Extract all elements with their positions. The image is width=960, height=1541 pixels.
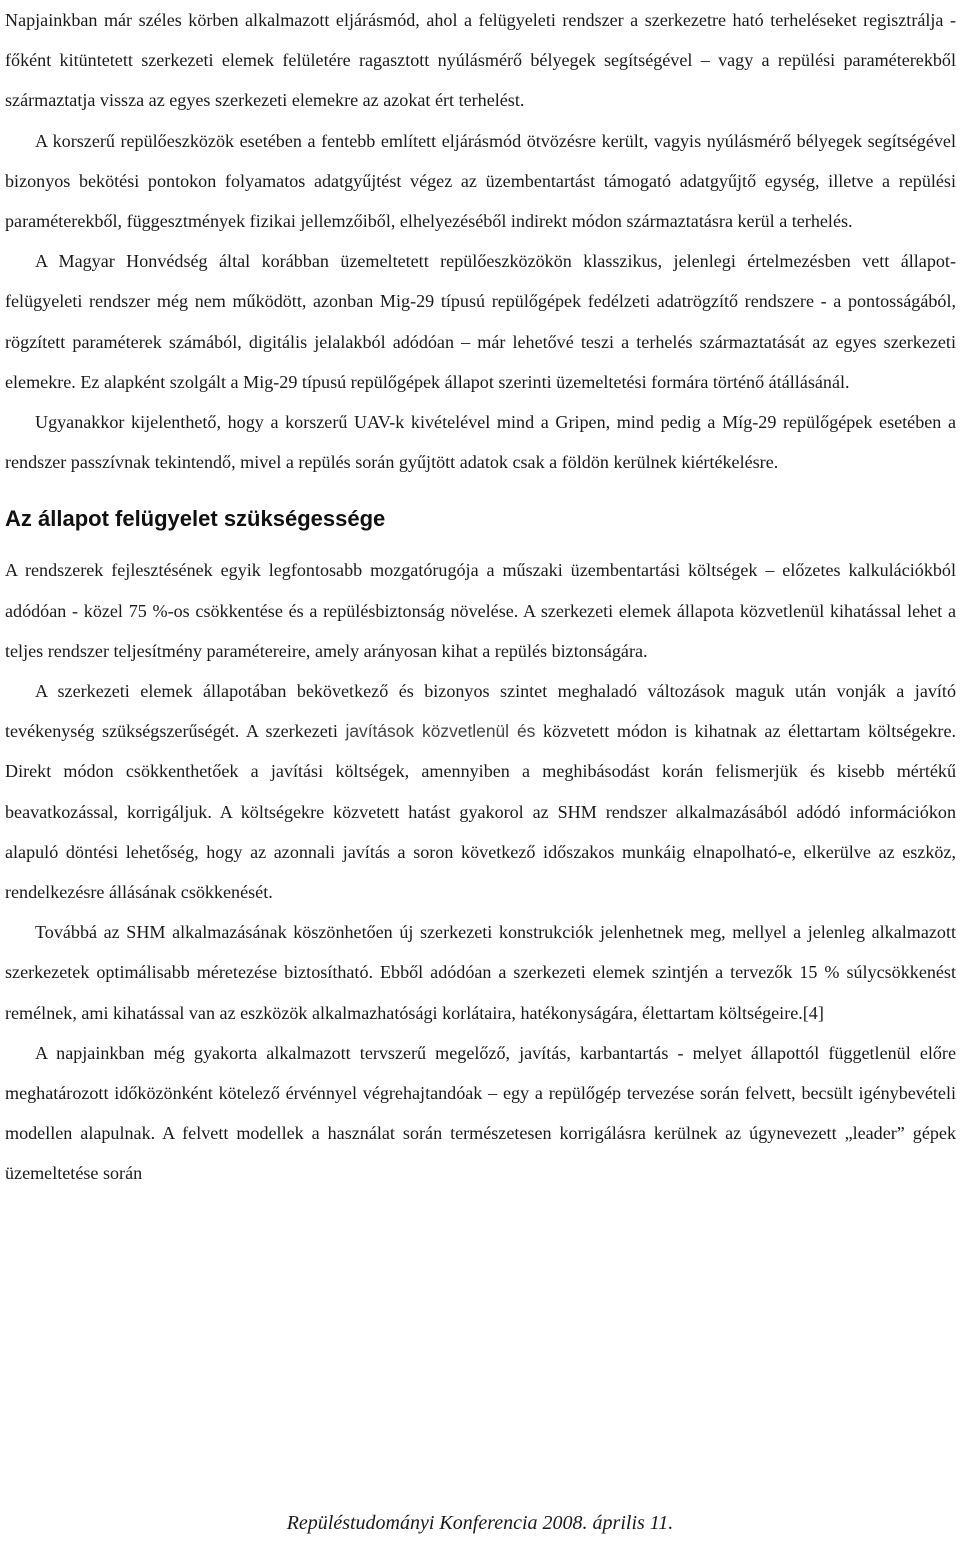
section-heading: Az állapot felügyelet szükségessége xyxy=(5,506,386,532)
repair-text-sans: javítások közvetlenül és xyxy=(345,721,536,742)
paragraph-new-structures: Továbbá az SHM alkalmazásának köszönhetően új szerkezeti konstrukciók jelenhetnek meg, mellyel a jelenleg alkalmazott szerkezetek optimálisabb méretezése biztosítható. Ebből adódóan a szerkezeti elemek szintjén a tervezők 15 % súlycsökkenést remélnek, ami kihatással van az eszközök alkalmazhatósági korlátaira, hatékonyságára, élettartam költségeire.[4] xyxy=(5,922,956,1023)
paragraph-repair-costs xyxy=(5,671,956,912)
document-page xyxy=(5,0,956,1194)
paragraph-monitoring-methods: Napjainkban már széles körben alkalmazott eljárásmód, ahol a felügyeleti rendszer a szerkezetre ható terheléseket regisztrálja - főként kitüntetett szerkezeti elemek felületére ragasztott nyúlásmérő bélyegek segítségével – vagy a repülési paraméterekből származtatja vissza az egyes szerkezeti elemekre az azokat ért terhelést. xyxy=(5,10,956,111)
page-footer: Repüléstudományi Konferencia 2008. április 11. xyxy=(286,1512,674,1534)
paragraph-hungarian-defence: A Magyar Honvédség által korábban üzemeltetett repülőeszközökön klasszikus, jelenlegi értelmezésben vett állapot-felügyeleti rendszer még nem működött, azonban Mig-29 típusú repülőgépek fedélzeti adatrögzítő rendszere - a pontosságából, rögzített paraméterek számából, digitális jelalakból adódóan – már lehetővé teszi a terhelés származtatását az egyes szerkezeti elemekre. Ez alapként szolgált a Mig-29 típusú repülőgépek állapot szerinti üzemeltetési formára történő átállásánál. xyxy=(5,251,956,392)
repair-text-start: A szerkezeti elemek állapotában bekövetkező és bizonyos szintet meghaladó változások maguk után vonják a javító tevékenység szükségszerűségét. A szerkezeti xyxy=(5,681,956,742)
paragraph-uav-passive: Ugyanakkor kijelenthető, hogy a korszerű UAV-k kivételével mind a Gripen, mind pedig a Míg-29 repülőgépek esetében a rendszer passzívnak tekintendő, mivel a repülés során gyűjtött adatok csak a földön kerülnek kiértékelésre. xyxy=(5,412,956,473)
paragraph-modern-aircraft: A korszerű repülőeszközök esetében a fentebb említett eljárásmód ötvözésre került, vagyis nyúlásmérő bélyegek segítségével bizonyos bekötési pontokon folyamatos adatgyűjtést végez az üzembentartást támogató adatgyűjtő egység, illetve a repülési paraméterekből, függesztmények fizikai jellemzőiből, elhelyezéséből indirekt módon származtatásra kerül a terhelés. xyxy=(5,130,956,232)
paragraph-cost-reduction: A rendszerek fejlesztésének egyik legfontosabb mozgatórugója a műszaki üzembentartási költségek – előzetes kalkulációkból adódóan - közel 75 %-os csökkentése és a repülésbiztonság növelése. A szerkezeti elemek állapota közvetlenül kihatással lehet a teljes rendszer teljesítmény paramétereire, amely arányosan kihat a repülés biztonságára. xyxy=(5,560,956,661)
paragraph-preventive-maintenance: A napjainkban még gyakorta alkalmazott tervszerű megelőző, javítás, karbantartás - melyet állapottól függetlenül előre meghatározott időközönként kötelező érvénnyel végrehajtandóak – egy a repülőgép tervezése során felvett, becsült igénybevételi modellen alapulnak. A felvett modellek a használat során természetesen korrigálásra kerülnek az úgynevezett „leader” gépek üzemeltetése során xyxy=(5,1042,956,1184)
repair-text-end: közvetett módon is kihatnak az élettartam költségekre. Direkt módon csökkenthetőek a javítási költségek, amennyiben a meghibásodást korán felismerjük és kisebb mértékű beavatkozással, korrigáljuk. A költségekre közvetett hatást gyakorol az SHM rendszer alkalmazásából adódó információkon alapuló döntési lehetőség, hogy az azonnali javítás a soron következő időszakos munkáig elnapolható-e, elkerülve az eszköz, rendelkezésre állásának csökkenését. xyxy=(5,721,956,903)
